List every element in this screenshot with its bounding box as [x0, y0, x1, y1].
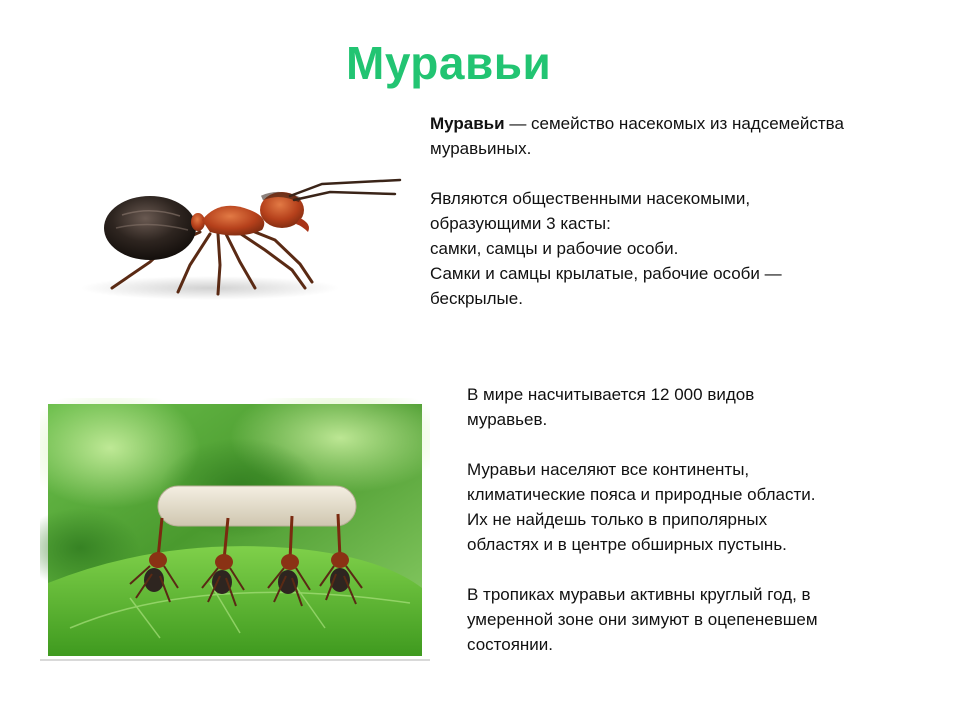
stick	[158, 486, 356, 526]
castes-line: Являются общественными насекомыми,	[430, 189, 751, 208]
species-line: В мире насчитывается 12 000 видов	[467, 385, 755, 404]
ant-thorax	[202, 206, 264, 236]
ant-shadow	[80, 276, 340, 300]
ant-illustration	[50, 170, 410, 310]
ants-carrying-stick-photo	[40, 398, 430, 664]
ant-petiole	[191, 213, 205, 231]
definition-term: Муравьи	[430, 114, 505, 133]
seasons-line: В тропиках муравьи активны круглый год, в	[467, 585, 811, 604]
slide-title: Муравьи	[346, 37, 552, 89]
facts-text-block	[467, 382, 927, 657]
castes-line: образующими 3 касты:	[430, 214, 611, 233]
habitat-line: областях и в центре обширных пустынь.	[467, 535, 787, 554]
intro-text-block	[430, 111, 930, 311]
species-line: муравьев.	[467, 410, 548, 429]
habitat-line: Муравьи населяют все континенты,	[467, 460, 750, 479]
definition-paragraph	[430, 111, 930, 161]
ant-antennae	[290, 180, 400, 200]
habitat-line: климатические пояса и природные области.	[467, 485, 816, 504]
castes-line: самки, самцы и рабочие особи.	[430, 239, 679, 258]
habitat-line: Их не найдешь только в приполярных	[467, 510, 768, 529]
castes-line: бескрылые.	[430, 289, 523, 308]
castes-line: Самки и самцы крылатые, рабочие особи —	[430, 264, 782, 283]
seasons-line: умеренной зоне они зимуют в оцепеневшем	[467, 610, 818, 629]
seasons-line: состоянии.	[467, 635, 554, 654]
definition-text: — семейство насекомых из надсемейства муравьиных.	[430, 114, 844, 158]
